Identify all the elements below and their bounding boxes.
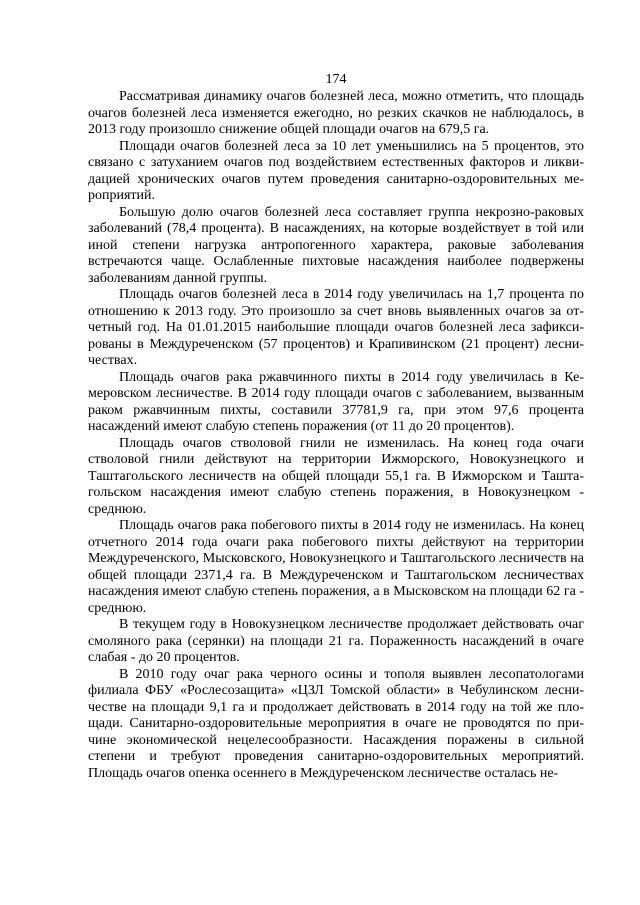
paragraph-decrease: Площади очагов болезней леса за 10 лет уменьшились на 5 процентов, это связано с затуханием очагов под воздействием естественных факторов и ликвидацией хронических очагов путем проведения санитарно-оздоровительных мероприятий.	[88, 138, 584, 203]
paragraph-rust-cancer: Площадь очагов рака ржавчинного пихты в 2014 году увеличилась в Кемеровском лесничестве. В 2014 году площади очагов с заболеванием, вызванным раком ржавчинным пихты, составили 37781,9 га, при этом 97,6 процента насаждений имеют слабую степень поражения (от 11 до 20 процентов).	[88, 369, 584, 434]
paragraph-necrotic-cancer: Большую долю очагов болезней леса составляет группа некрозно-раковых заболеваний (78,4 процента). В насаждениях, на которые воздействует в той или иной степени нагрузка антропогенного характера, раковые заболевания встречаются чаще. Ослабленные пихтовые насаждения наиболее подвержены заболеваниям данной группы.	[88, 204, 584, 286]
paragraph-2014-increase: Площадь очагов болезней леса в 2014 году увеличилась на 1,7 процента по отношению к 2013 году. Это произошло за счет вновь выявленных очагов за отчетный год. На 01.01.2015 наибольшие площади очагов болезней леса зафиксированы в Междуреченском (57 процентов) и Крапивинском (21 процент) лесничествах.	[88, 287, 584, 368]
paragraph-dynamics: Рассматривая динамику очагов болезней леса, можно отметить, что площадь очагов болезней леса изменяется ежегодно, но резких скачков не наблюдалось, в 2013 году произошло снижение общей площади очагов на 679,5 га.	[88, 89, 584, 137]
page-number: 174	[325, 72, 347, 87]
paragraph-stem-rot: Площадь очагов стволовой гнили не изменилась. На конец года очаги стволовой гнили действуют на территории Ижморского, Новокузнецкого и Таштагольского лесничеств на общей площади 55,1 га. В Ижморском и Таштагольском насаждения имеют слабую степень поражения, в Новокузнецком - среднюю.	[88, 435, 584, 517]
paragraph-resin-cancer: В текущем году в Новокузнецком лесничестве продолжает действовать очаг смоляного рака (серянки) на площади 21 га. Пораженность насаждений в очаге слабая - до 20 процентов.	[88, 617, 584, 665]
paragraph-black-cancer: В 2010 году очаг рака черного осины и тополя выявлен лесопатологами филиала ФБУ «Рослесозащита» «ЦЗЛ Томской области» в Чебулинском лесничестве на площади 9,1 га и продолжает действовать в 2014 году на той же площади. Санитарно-оздоровительные мероприятия в очаге не проводятся по причине экономической нецелесообразности. Насаждения поражены в сильной степени и требуют проведения санитарно-оздоровительных мероприятий. Площадь очагов опенка осеннего в Междуреченском лесничестве осталась не-	[88, 666, 584, 781]
document-page	[88, 72, 584, 782]
paragraph-shoot-cancer: Площадь очагов рака побегового пихты в 2014 году не изменилась. На конец отчетного 2014 года очаги рака побегового пихты действуют на территории Междуреченского, Мысковского, Новокузнецкого и Таштагольского лесничеств на общей площади 2371,4 га. В Междуреченском и Таштагольском лесничествах насаждения имеют слабую степень поражения, а в Мысковском на площади 62 га - среднюю.	[88, 518, 584, 616]
